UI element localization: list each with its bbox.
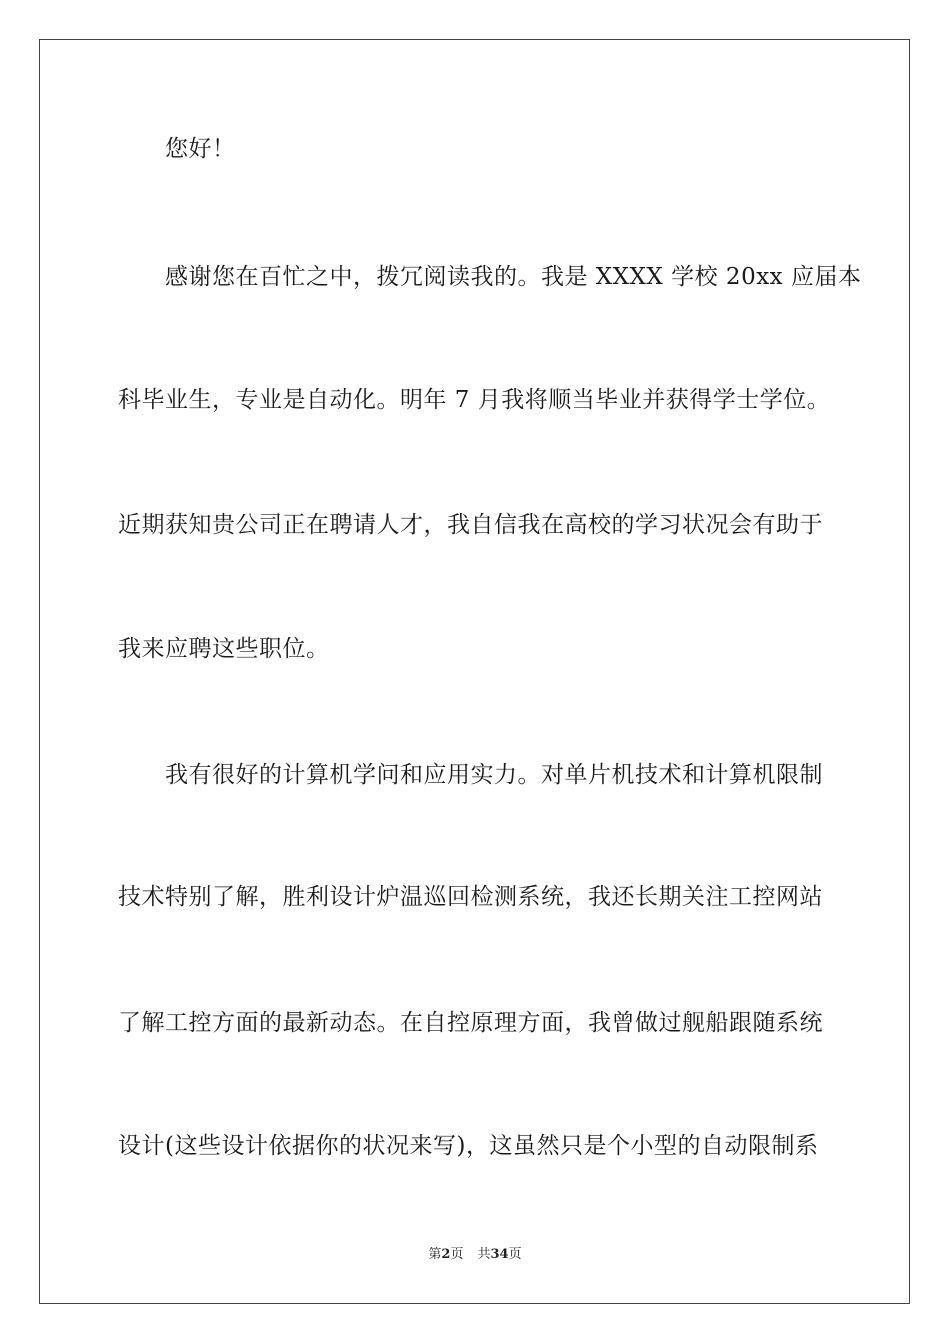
total-pages: 34 bbox=[490, 1247, 509, 1262]
paragraph-line: 技术特别了解，胜利设计炉温巡回检测系统，我还长期关注工控网站 bbox=[118, 884, 823, 910]
paragraph-line: 感谢您在百忙之中，拨冗阅读我的。我是 XXXX 学校 20xx 应届本 bbox=[165, 264, 862, 290]
total-suffix: 页 bbox=[508, 1247, 522, 1262]
page-border bbox=[39, 39, 910, 1304]
paragraph-line: 我有很好的计算机学问和应用实力。对单片机技术和计算机限制 bbox=[165, 762, 823, 788]
page-footer bbox=[0, 1246, 950, 1264]
paragraph-line: 设计(这些设计依据你的状况来写)，这虽然只是个小型的自动限制系 bbox=[118, 1133, 819, 1159]
paragraph-line: 我来应聘这些职位。 bbox=[118, 636, 330, 662]
page-number: 2 bbox=[441, 1247, 451, 1262]
page-prefix: 第 bbox=[428, 1247, 442, 1262]
paragraph-line: 了解工控方面的最新动态。在自控原理方面，我曾做过舰船跟随系统 bbox=[118, 1010, 823, 1036]
paragraph-line: 近期获知贵公司正在聘请人才，我自信我在高校的学习状况会有助于 bbox=[118, 512, 823, 538]
greeting-line: 您好！ bbox=[165, 136, 236, 162]
page-suffix: 页 bbox=[450, 1247, 464, 1262]
paragraph-line: 科毕业生，专业是自动化。明年 7 月我将顺当毕业并获得学士学位。 bbox=[118, 387, 831, 413]
total-prefix: 共 bbox=[477, 1247, 491, 1262]
